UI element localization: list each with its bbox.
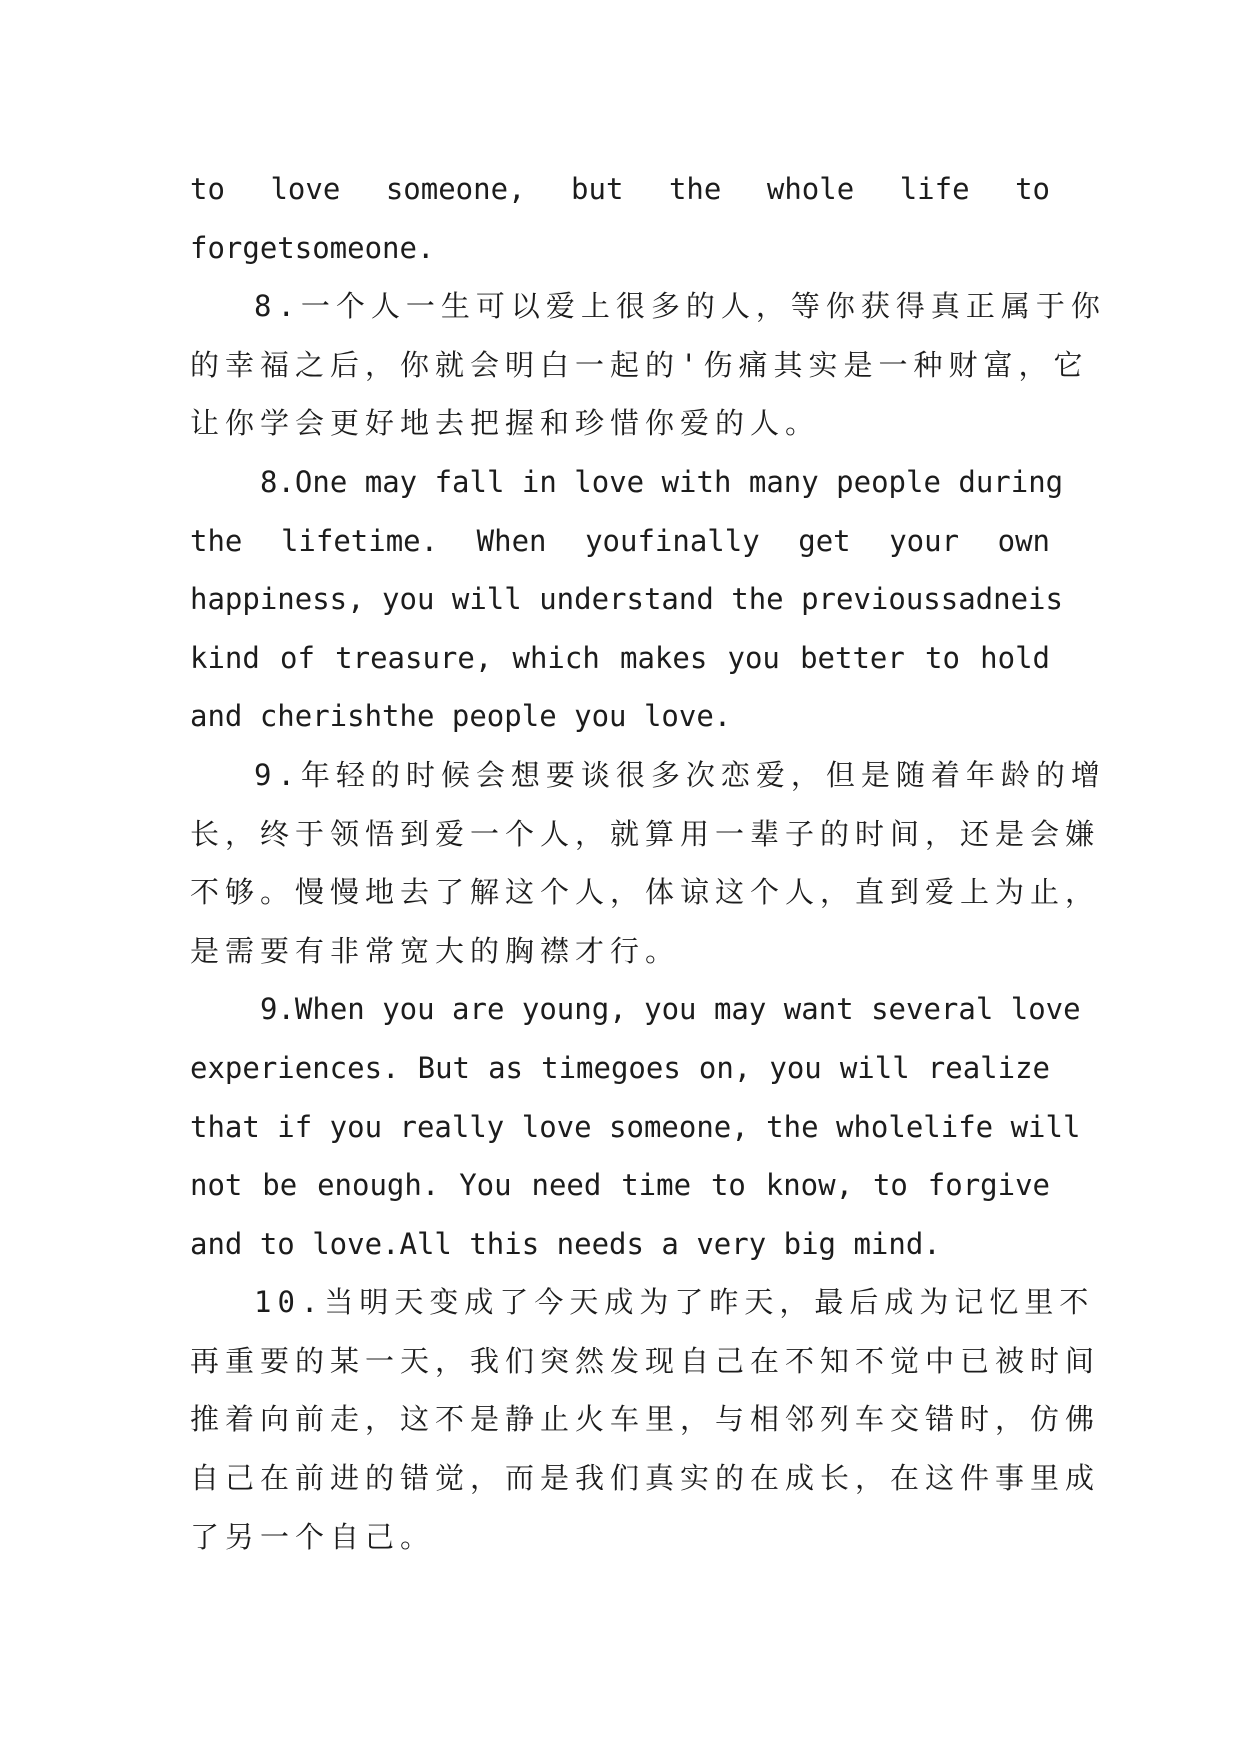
text-line: 是需要有非常宽大的胸襟才行。	[190, 933, 681, 968]
paragraph-zh-10	[190, 1273, 1101, 1566]
text-line: 的幸福之后，你就会明白一起的'伤痛其实是一种财富，它	[190, 347, 1089, 382]
text-line: to love someone, but the whole life to	[190, 172, 1050, 206]
text-line: happiness, you will understand the previoussadneis	[190, 582, 1063, 617]
text-line: 自己在前进的错觉，而是我们真实的在成长，在这件事里成	[190, 1461, 1101, 1496]
document-page	[190, 160, 1106, 1566]
paragraph-zh-8	[190, 277, 1106, 453]
text-line: and cherishthe people you love.	[190, 699, 732, 734]
text-line: kind of treasure, which makes you better to hold	[190, 640, 1050, 675]
text-line: not be enough. You need time to know, to forgive	[190, 1168, 1050, 1203]
text-line: 8.一个人一生可以爱上很多的人，等你获得真正属于你	[254, 289, 1106, 324]
text-line: 9.年轻的时候会想要谈很多次恋爱，但是随着年龄的增	[254, 757, 1106, 792]
text-line: 不够。慢慢地去了解这个人，体谅这个人，直到爱上为止，	[190, 875, 1101, 910]
text-line: 长，终于领悟到爱一个人，就算用一辈子的时间，还是会嫌	[190, 816, 1101, 851]
text-line: that if you really love someone, the wholelife will	[190, 1109, 1081, 1144]
paragraph-en-8	[190, 453, 1064, 746]
text-line: 10.当明天变成了今天成为了昨天，最后成为记忆里不	[254, 1285, 1095, 1320]
text-line: 了另一个自己。	[190, 1519, 436, 1554]
text-line: and to love.All this needs a very big mind.	[190, 1226, 941, 1261]
paragraph-en-9	[190, 980, 1081, 1273]
text-line: 再重要的某一天，我们突然发现自己在不知不觉中已被时间	[190, 1343, 1101, 1378]
paragraph-zh-9	[190, 746, 1106, 980]
text-line: experiences. But as timegoes on, you will realize	[190, 1050, 1050, 1085]
paragraph-en-continuation	[190, 160, 1050, 277]
text-line: 推着向前走，这不是静止火车里，与相邻列车交错时，仿佛	[190, 1402, 1101, 1437]
text-line: the lifetime. When youfinally get your own	[190, 523, 1050, 558]
text-line: 8.One may fall in love with many people during	[260, 464, 1064, 499]
text-line: 9.When you are young, you may want several love	[260, 992, 1081, 1027]
text-line: forgetsomeone.	[190, 230, 435, 265]
text-line: 让你学会更好地去把握和珍惜你爱的人。	[190, 406, 821, 441]
